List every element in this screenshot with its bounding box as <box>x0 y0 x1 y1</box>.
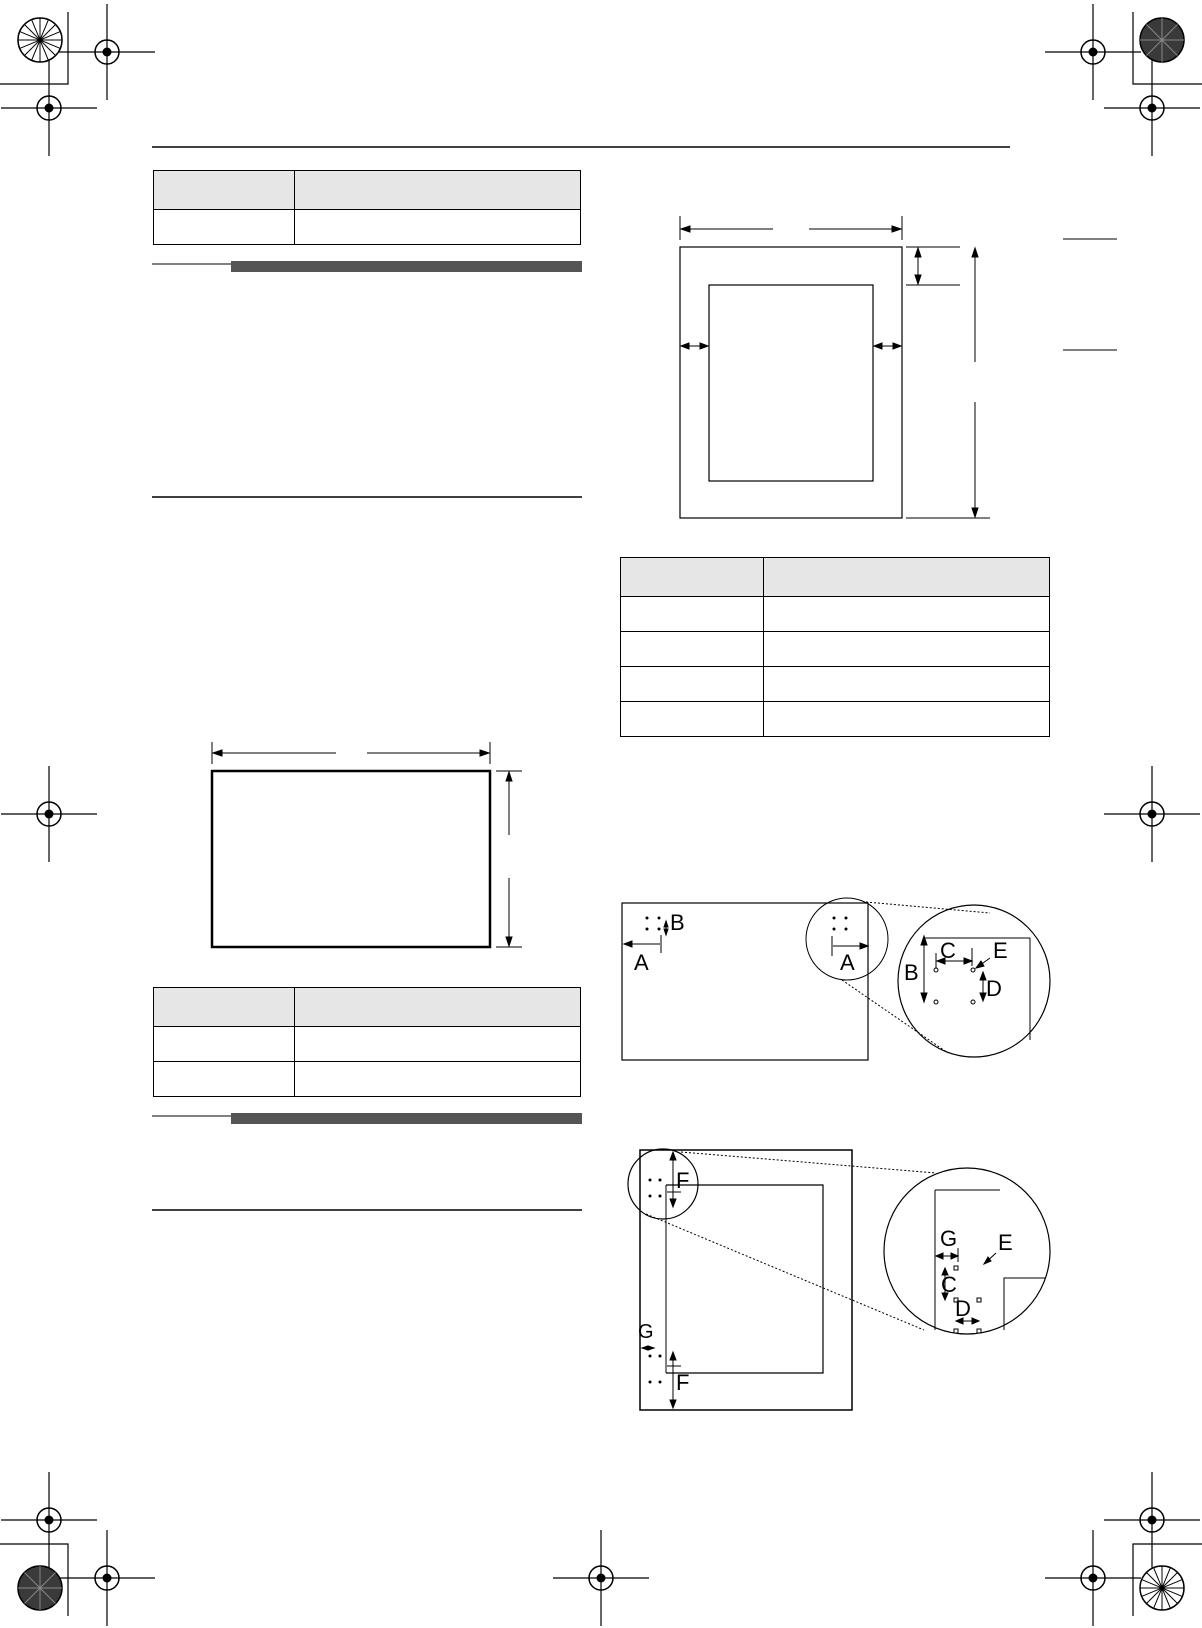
table-cell <box>154 1062 295 1097</box>
star-target-icon <box>18 1566 62 1610</box>
label-c: C <box>941 1272 957 1297</box>
label-e: E <box>998 1230 1013 1255</box>
table-row <box>621 702 1050 737</box>
table-cell <box>764 558 1050 597</box>
side-cutout-diagram <box>628 1149 1050 1410</box>
label-a: A <box>840 950 855 975</box>
panel-dimension-diagram <box>212 742 522 947</box>
table-cell <box>764 702 1050 737</box>
note-bar-2 <box>152 1113 582 1124</box>
spec-table-right <box>620 557 1050 737</box>
star-target-icon <box>1140 1566 1184 1610</box>
table-cell <box>764 667 1050 702</box>
table-cell <box>764 632 1050 667</box>
table-cell <box>154 1027 295 1062</box>
note-bar-1 <box>152 261 582 272</box>
table-cell <box>621 558 764 597</box>
registration-mark-icon <box>553 1530 649 1626</box>
table-cell <box>154 210 295 245</box>
table-cell <box>621 667 764 702</box>
table-header-row <box>154 171 581 210</box>
star-target-icon <box>1140 18 1184 62</box>
label-a: A <box>634 950 649 975</box>
registration-mark-icon <box>1104 1472 1200 1568</box>
star-target-icon <box>18 18 62 62</box>
label-f: F <box>676 1168 690 1193</box>
label-d: D <box>955 1296 971 1321</box>
table-cell <box>295 210 581 245</box>
table-cell <box>621 632 764 667</box>
table-cell <box>295 171 581 210</box>
table-row <box>621 632 1050 667</box>
table-row <box>154 1062 581 1097</box>
spec-table-middle-left <box>153 987 581 1097</box>
label-g: G <box>638 1321 654 1343</box>
label-c: C <box>940 938 956 963</box>
label-e: E <box>993 938 1008 963</box>
table-row <box>154 210 581 245</box>
table-cell <box>154 171 295 210</box>
table-row <box>154 1027 581 1062</box>
frame-dimension-diagram <box>680 216 990 518</box>
registration-mark-icon <box>1 60 97 156</box>
table-row <box>621 597 1050 632</box>
label-f: F <box>676 1370 690 1395</box>
table-row <box>621 667 1050 702</box>
table-cell <box>764 597 1050 632</box>
registration-mark-icon <box>1 766 97 862</box>
label-b: B <box>670 910 685 935</box>
table-cell <box>295 1062 581 1097</box>
registration-mark-icon <box>59 4 155 100</box>
registration-mark-icon <box>1045 4 1141 100</box>
label-b: B <box>904 960 919 985</box>
spec-table-top-left <box>153 170 581 245</box>
registration-mark-icon <box>1045 1530 1141 1626</box>
table-header-row <box>621 558 1050 597</box>
table-cell <box>295 988 581 1027</box>
table-cell <box>621 597 764 632</box>
label-d: D <box>986 976 1002 1001</box>
registration-mark-icon <box>1 1472 97 1568</box>
table-header-row <box>154 988 581 1027</box>
table-cell <box>154 988 295 1027</box>
label-g: G <box>940 1226 958 1251</box>
table-cell <box>621 702 764 737</box>
crop-marks <box>0 12 1202 1616</box>
registration-mark-icon <box>1104 60 1200 156</box>
registration-mark-icon <box>59 1530 155 1626</box>
registration-mark-icon <box>1104 766 1200 862</box>
table-cell <box>295 1027 581 1062</box>
